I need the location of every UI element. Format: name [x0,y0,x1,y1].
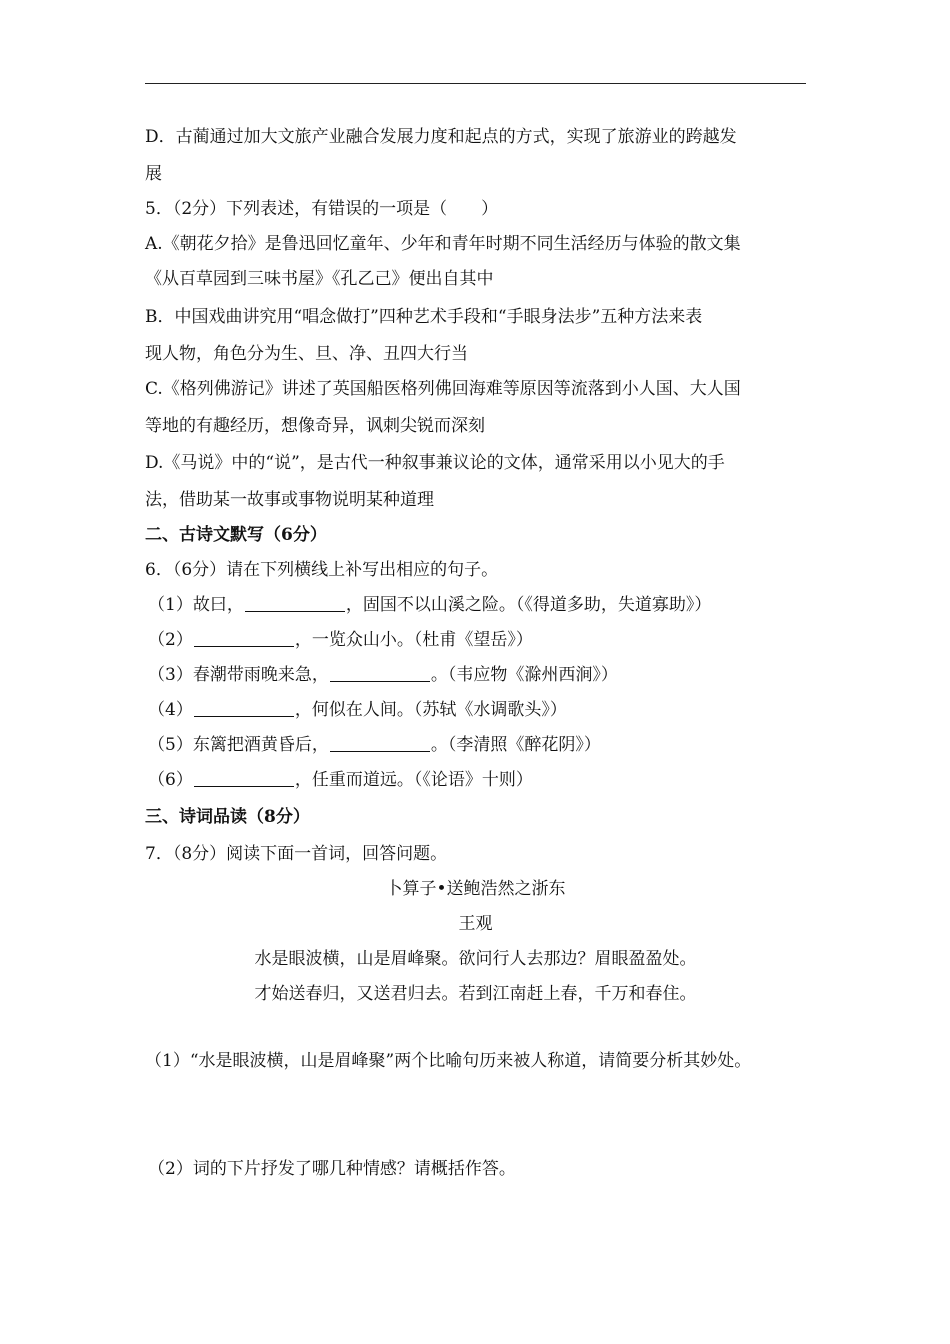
poem-line-2: 才始送春归，又送君归去。若到江南赶上春，千万和春住。 [254,984,697,1004]
q5-option-b-line1: B．中国戏曲讲究用“唱念做打”四种艺术手段和“手眼身法步”五种方法来表 [145,307,703,327]
q5-stem: 5．（2分）下列表述，有错误的一项是（ ） [145,199,499,219]
q6-item-6-after: ，任重而道远。（《论语》十则） [294,770,533,790]
q6-item-2-blank[interactable] [194,630,294,647]
q6-item-6 [148,768,820,792]
q5-option-d-line1: D.《马说》中的“说”，是古代一种叙事兼议论的文体，通常采用以小见大的手 [145,453,725,473]
q6-item-3-blank[interactable] [330,665,430,682]
q6-item-1-blank[interactable] [245,595,345,612]
q6-item-4 [148,698,820,722]
q7-sub-question-2: （2）词的下片抒发了哪几种情感？请概括作答。 [148,1159,516,1179]
q6-item-3-after: 。（韦应物《滁州西涧》） [430,665,618,685]
q6-item-5-before: （5）东篱把酒黄昏后， [148,735,329,755]
q6-item-4-after: ，何似在人间。（苏轼《水调歌头》） [294,700,567,720]
q4-option-d-line2: 展 [145,164,162,184]
q6-item-6-before: （6） [148,770,193,790]
q5-option-a-line2: 《从百草园到三味书屋》《孔乙己》便出自其中 [145,269,494,289]
q6-item-4-before: （4） [148,700,193,720]
section2-heading: 二、古诗文默写（6分） [145,525,327,545]
q6-item-2 [148,628,820,652]
q7-sub-question-1: （1）“水是眼波横，山是眉峰聚”两个比喻句历来被人称道，请简要分析其妙处。 [145,1051,752,1071]
q5-option-a-line1: A.《朝花夕拾》是鲁迅回忆童年、少年和青年时期不同生活经历与体验的散文集 [145,234,741,254]
q6-item-2-after: ，一览众山小。（杜甫《望岳》） [294,630,533,650]
poem-author: 王观 [458,914,493,934]
q6-item-3 [148,663,820,687]
q6-item-5 [148,733,820,757]
q5-option-c-line1: C.《格列佛游记》讲述了英国船医格列佛回海难等原因等流落到小人国、大人国 [145,379,741,399]
q6-item-5-after: 。（李清照《醉花阴》） [430,735,601,755]
q6-stem: 6．（6分）请在下列横线上补写出相应的句子。 [145,560,499,580]
q6-item-5-blank[interactable] [330,735,430,752]
section3-heading: 三、诗词品读（8分） [145,807,310,827]
q6-item-2-before: （2） [148,630,193,650]
q7-stem: 7．（8分）阅读下面一首词，回答问题。 [145,844,448,864]
q6-item-1-before: （1）故曰， [148,595,244,615]
q6-item-1 [148,593,820,617]
q5-option-d-line2: 法，借助某一故事或事物说明某种道理 [145,490,434,510]
q6-item-1-after: ，固国不以山溪之险。（《得道多助，失道寡助》） [345,595,712,615]
q6-item-3-before: （3）春潮带雨晚来急， [148,665,329,685]
poem-title: 卜算子•送鲍浩然之浙东 [385,879,566,899]
header-rule [145,83,806,84]
q5-option-c-line2: 等地的有趣经历，想像奇异，讽刺尖锐而深刻 [145,416,485,436]
q5-option-b-line2: 现人物，角色分为生、旦、净、丑四大行当 [145,344,468,364]
q6-item-6-blank[interactable] [194,770,294,787]
q4-option-d-line1: D．古蔺通过加大文旅产业融合发展力度和起点的方式，实现了旅游业的跨越发 [145,127,737,147]
q6-item-4-blank[interactable] [194,700,294,717]
poem-line-1: 水是眼波横，山是眉峰聚。欲问行人去那边？眉眼盈盈处。 [254,949,697,969]
